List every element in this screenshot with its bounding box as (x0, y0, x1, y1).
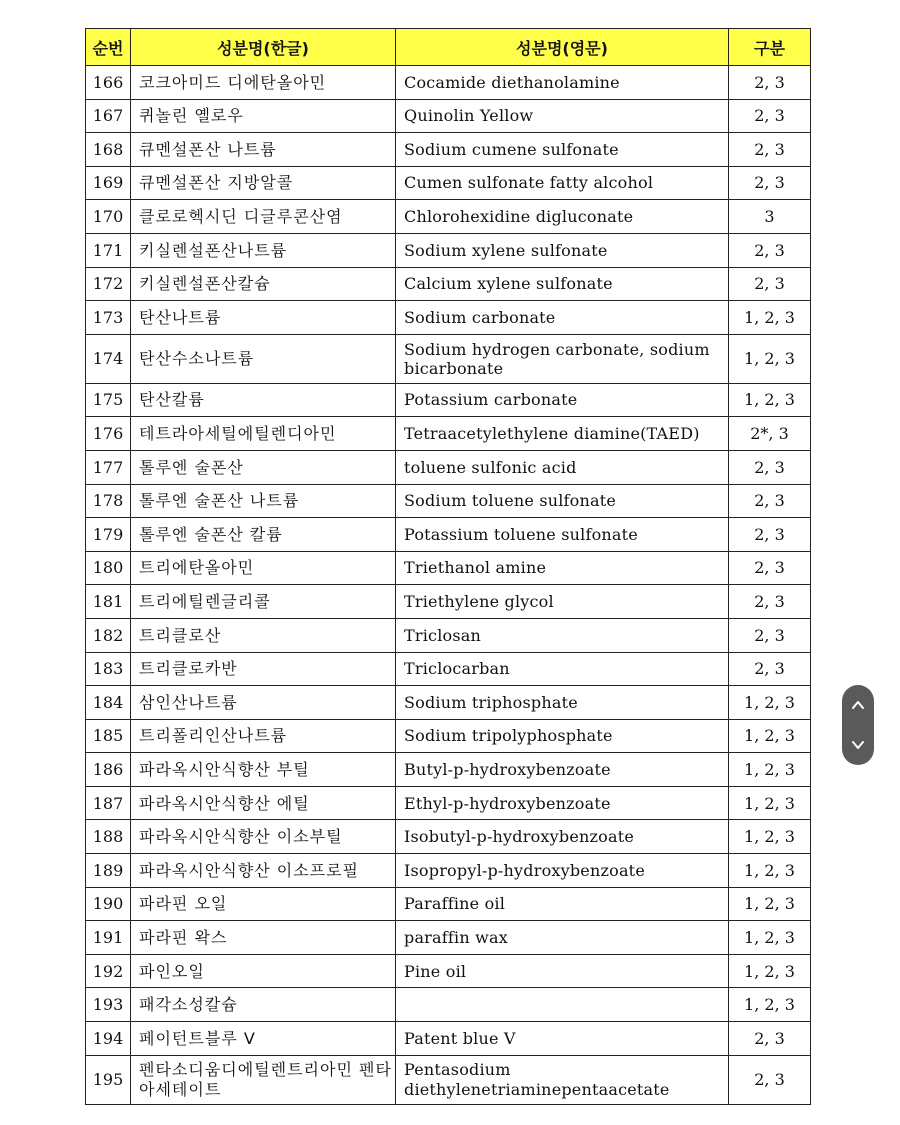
english-name-cell: Triclosan (396, 618, 729, 652)
korean-name-cell: 파라핀 왁스 (131, 921, 396, 955)
table-row (86, 551, 811, 585)
korean-name-cell: 톨루엔 술폰산 칼륨 (131, 518, 396, 552)
category-cell: 1, 2, 3 (729, 334, 811, 383)
english-name-cell: Sodium cumene sulfonate (396, 133, 729, 167)
number-cell: 193 (86, 988, 131, 1022)
table-header-row (86, 29, 811, 66)
english-name-cell (396, 988, 729, 1022)
korean-name-cell: 패각소성칼슘 (131, 988, 396, 1022)
category-cell: 2, 3 (729, 518, 811, 552)
english-name-cell: Isopropyl-p-hydroxybenzoate (396, 854, 729, 888)
number-cell: 170 (86, 200, 131, 234)
korean-name-cell: 톨루엔 술폰산 나트륨 (131, 484, 396, 518)
header-category: 구분 (729, 29, 811, 66)
korean-name-cell: 파라옥시안식향산 부틸 (131, 753, 396, 787)
category-cell: 1, 2, 3 (729, 820, 811, 854)
table-row (86, 786, 811, 820)
number-cell: 171 (86, 233, 131, 267)
number-cell: 176 (86, 417, 131, 451)
english-name-cell: paraffin wax (396, 921, 729, 955)
category-cell: 1, 2, 3 (729, 854, 811, 888)
ingredient-table (85, 28, 811, 1105)
english-name-cell: Chlorohexidine digluconate (396, 200, 729, 234)
header-number: 순번 (86, 29, 131, 66)
category-cell: 1, 2, 3 (729, 921, 811, 955)
table-row (86, 200, 811, 234)
table-row (86, 383, 811, 417)
chevron-down-icon (850, 737, 866, 753)
korean-name-cell: 펜타소디움디에틸렌트리아민 펜타아세테이트 (131, 1055, 396, 1104)
table-row (86, 133, 811, 167)
category-cell: 2, 3 (729, 484, 811, 518)
category-cell: 2, 3 (729, 166, 811, 200)
korean-name-cell: 페이턴트블루 V (131, 1022, 396, 1056)
english-name-cell: Triethylene glycol (396, 585, 729, 619)
number-cell: 168 (86, 133, 131, 167)
korean-name-cell: 파라옥시안식향산 에틸 (131, 786, 396, 820)
category-cell: 1, 2, 3 (729, 301, 811, 335)
category-cell: 2, 3 (729, 99, 811, 133)
table-row (86, 1022, 811, 1056)
korean-name-cell: 파라옥시안식향산 이소프로필 (131, 854, 396, 888)
korean-name-cell: 키실렌설폰산나트륨 (131, 233, 396, 267)
english-name-cell: Ethyl-p-hydroxybenzoate (396, 786, 729, 820)
category-cell: 1, 2, 3 (729, 954, 811, 988)
number-cell: 187 (86, 786, 131, 820)
table-row (86, 988, 811, 1022)
number-cell: 169 (86, 166, 131, 200)
korean-name-cell: 파라옥시안식향산 이소부틸 (131, 820, 396, 854)
category-cell: 2, 3 (729, 551, 811, 585)
scroll-down-button[interactable] (842, 725, 874, 765)
korean-name-cell: 탄산수소나트륨 (131, 334, 396, 383)
scroll-up-button[interactable] (842, 685, 874, 725)
category-cell: 2, 3 (729, 585, 811, 619)
english-name-cell: Pentasodium diethylenetriaminepentaacetate (396, 1055, 729, 1104)
korean-name-cell: 트리클로카반 (131, 652, 396, 686)
number-cell: 188 (86, 820, 131, 854)
english-name-cell: Isobutyl-p-hydroxybenzoate (396, 820, 729, 854)
korean-name-cell: 키실렌설폰산칼슘 (131, 267, 396, 301)
number-cell: 175 (86, 383, 131, 417)
number-cell: 173 (86, 301, 131, 335)
table-row (86, 854, 811, 888)
category-cell: 1, 2, 3 (729, 719, 811, 753)
header-english-name: 성분명(영문) (396, 29, 729, 66)
table-row (86, 1055, 811, 1104)
english-name-cell: Patent blue V (396, 1022, 729, 1056)
category-cell: 2*, 3 (729, 417, 811, 451)
table-row (86, 887, 811, 921)
header-korean-name: 성분명(한글) (131, 29, 396, 66)
korean-name-cell: 삼인산나트륨 (131, 686, 396, 720)
english-name-cell: Sodium toluene sulfonate (396, 484, 729, 518)
table-row (86, 99, 811, 133)
number-cell: 183 (86, 652, 131, 686)
korean-name-cell: 트리클로산 (131, 618, 396, 652)
number-cell: 166 (86, 66, 131, 100)
english-name-cell: Butyl-p-hydroxybenzoate (396, 753, 729, 787)
korean-name-cell: 트리폴리인산나트륨 (131, 719, 396, 753)
table-row (86, 450, 811, 484)
english-name-cell: Cumen sulfonate fatty alcohol (396, 166, 729, 200)
korean-name-cell: 파라핀 오일 (131, 887, 396, 921)
number-cell: 189 (86, 854, 131, 888)
korean-name-cell: 큐멘설폰산 나트륨 (131, 133, 396, 167)
number-cell: 195 (86, 1055, 131, 1104)
english-name-cell: Sodium triphosphate (396, 686, 729, 720)
english-name-cell: Tetraacetylethylene diamine(TAED) (396, 417, 729, 451)
table-row (86, 686, 811, 720)
korean-name-cell: 트리에탄올아민 (131, 551, 396, 585)
table-row (86, 753, 811, 787)
english-name-cell: Sodium tripolyphosphate (396, 719, 729, 753)
number-cell: 180 (86, 551, 131, 585)
category-cell: 1, 2, 3 (729, 753, 811, 787)
number-cell: 182 (86, 618, 131, 652)
number-cell: 191 (86, 921, 131, 955)
number-cell: 177 (86, 450, 131, 484)
korean-name-cell: 테트라아세틸에틸렌디아민 (131, 417, 396, 451)
english-name-cell: Quinolin Yellow (396, 99, 729, 133)
english-name-cell: Potassium carbonate (396, 383, 729, 417)
table-row (86, 921, 811, 955)
number-cell: 185 (86, 719, 131, 753)
korean-name-cell: 탄산나트륨 (131, 301, 396, 335)
number-cell: 179 (86, 518, 131, 552)
table-row (86, 652, 811, 686)
category-cell: 2, 3 (729, 133, 811, 167)
category-cell: 2, 3 (729, 1055, 811, 1104)
number-cell: 192 (86, 954, 131, 988)
chevron-up-icon (850, 697, 866, 713)
category-cell: 2, 3 (729, 267, 811, 301)
category-cell: 1, 2, 3 (729, 786, 811, 820)
table-row (86, 585, 811, 619)
table-row (86, 954, 811, 988)
category-cell: 3 (729, 200, 811, 234)
number-cell: 190 (86, 887, 131, 921)
category-cell: 2, 3 (729, 233, 811, 267)
english-name-cell: toluene sulfonic acid (396, 450, 729, 484)
english-name-cell: Pine oil (396, 954, 729, 988)
korean-name-cell: 탄산칼륨 (131, 383, 396, 417)
english-name-cell: Sodium hydrogen carbonate, sodium bicarbonate (396, 334, 729, 383)
table-row (86, 267, 811, 301)
table-row (86, 618, 811, 652)
number-cell: 186 (86, 753, 131, 787)
korean-name-cell: 퀴놀린 옐로우 (131, 99, 396, 133)
number-cell: 194 (86, 1022, 131, 1056)
table-row (86, 166, 811, 200)
table-row (86, 417, 811, 451)
english-name-cell: Potassium toluene sulfonate (396, 518, 729, 552)
category-cell: 2, 3 (729, 618, 811, 652)
category-cell: 1, 2, 3 (729, 686, 811, 720)
category-cell: 2, 3 (729, 450, 811, 484)
table-row (86, 484, 811, 518)
korean-name-cell: 클로로헥시딘 디글루콘산염 (131, 200, 396, 234)
category-cell: 2, 3 (729, 652, 811, 686)
number-cell: 174 (86, 334, 131, 383)
table-row (86, 334, 811, 383)
table-row (86, 719, 811, 753)
number-cell: 181 (86, 585, 131, 619)
english-name-cell: Cocamide diethanolamine (396, 66, 729, 100)
number-cell: 167 (86, 99, 131, 133)
table-row (86, 233, 811, 267)
category-cell: 1, 2, 3 (729, 988, 811, 1022)
english-name-cell: Paraffine oil (396, 887, 729, 921)
table-row (86, 518, 811, 552)
number-cell: 178 (86, 484, 131, 518)
english-name-cell: Triclocarban (396, 652, 729, 686)
korean-name-cell: 트리에틸렌글리콜 (131, 585, 396, 619)
english-name-cell: Triethanol amine (396, 551, 729, 585)
category-cell: 2, 3 (729, 1022, 811, 1056)
table-row (86, 301, 811, 335)
korean-name-cell: 파인오일 (131, 954, 396, 988)
number-cell: 172 (86, 267, 131, 301)
korean-name-cell: 큐멘설폰산 지방알콜 (131, 166, 396, 200)
english-name-cell: Sodium xylene sulfonate (396, 233, 729, 267)
category-cell: 1, 2, 3 (729, 383, 811, 417)
english-name-cell: Sodium carbonate (396, 301, 729, 335)
table-row (86, 820, 811, 854)
english-name-cell: Calcium xylene sulfonate (396, 267, 729, 301)
korean-name-cell: 톨루엔 술폰산 (131, 450, 396, 484)
category-cell: 1, 2, 3 (729, 887, 811, 921)
table-row (86, 66, 811, 100)
number-cell: 184 (86, 686, 131, 720)
page-scroll-control (842, 685, 874, 765)
korean-name-cell: 코크아미드 디에탄올아민 (131, 66, 396, 100)
category-cell: 2, 3 (729, 66, 811, 100)
table-body (86, 66, 811, 1105)
